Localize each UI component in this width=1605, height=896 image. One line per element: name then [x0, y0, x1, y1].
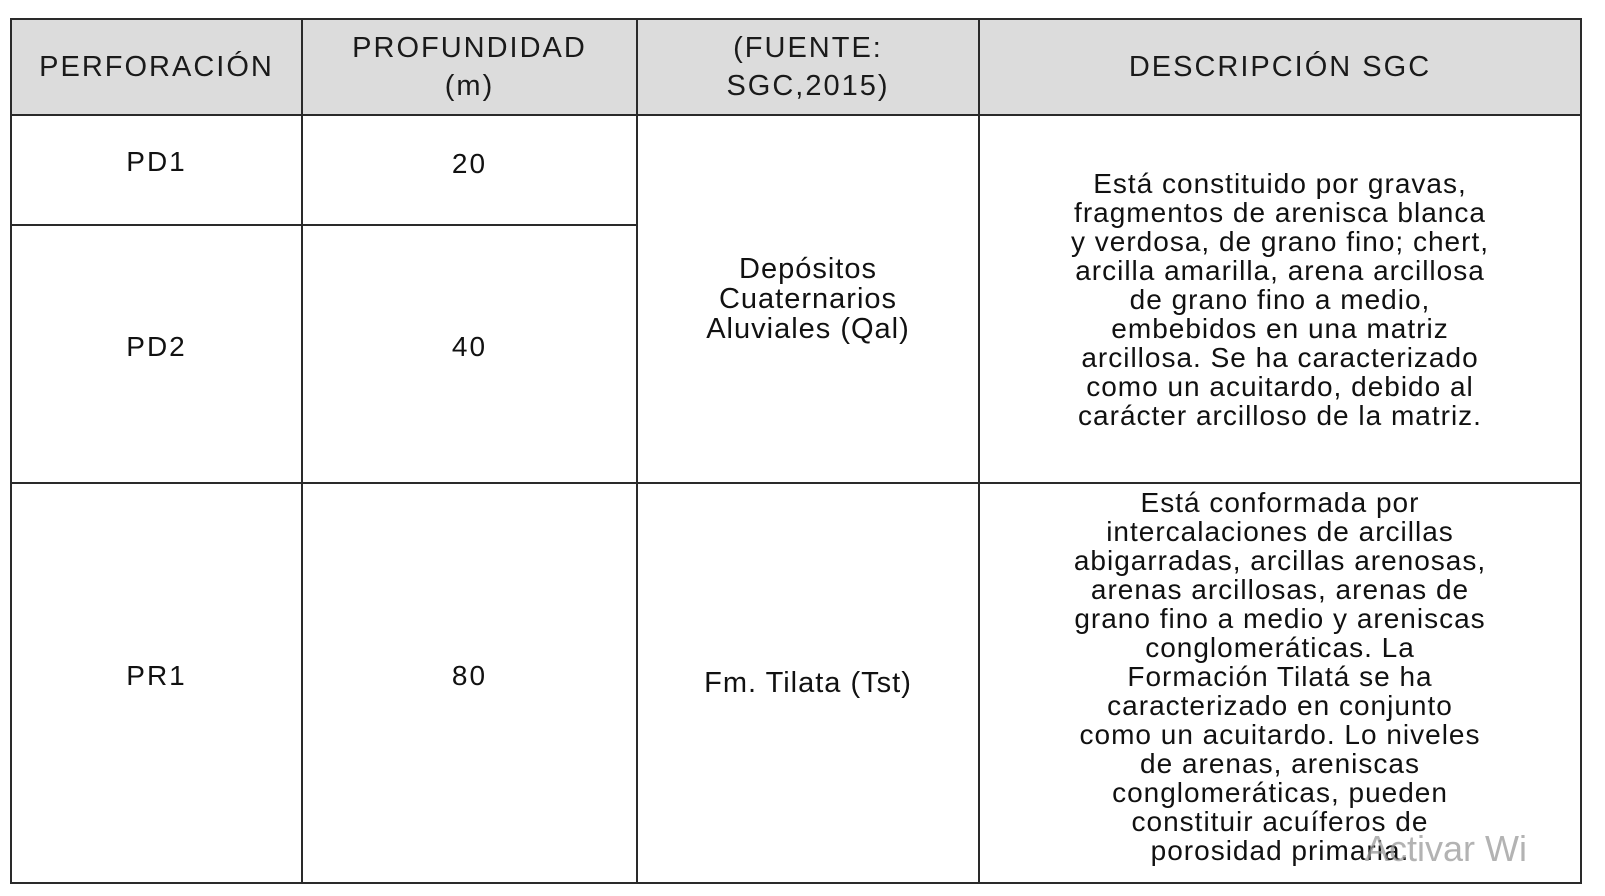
header-profundidad-line-2: (m): [444, 70, 495, 102]
description-tst-line: abigarradas, arcillas arenosas,: [1073, 545, 1487, 576]
description-tst-line: porosidad primaria.: [1150, 835, 1410, 866]
description-tst-line: de arenas, areniscas: [1140, 748, 1420, 779]
header-profundidad-line-1: PROFUNDIDAD: [352, 32, 587, 64]
description-tst-line: Formación Tilatá se ha: [1127, 661, 1433, 692]
description-tst-line: conglomeráticas. La: [1145, 632, 1415, 663]
unit-tst-line: Fm. Tilata (Tst): [704, 667, 912, 699]
description-tst-line: intercalaciones de arcillas: [1106, 516, 1454, 547]
cell-perforacion-pd2: PD2: [11, 225, 302, 483]
cell-unit-tst: [637, 483, 979, 883]
cell-profundidad-pd1: 20: [302, 115, 637, 225]
description-tst-line: como un acuitardo. Lo niveles: [1079, 719, 1481, 750]
activation-watermark: Activar Wi: [1365, 828, 1527, 869]
description-qal-line: embebidos en una matriz: [1111, 312, 1449, 344]
cell-description-tst: [979, 483, 1581, 883]
cell-profundidad-pr1: 80: [302, 483, 637, 883]
description-qal-line: arcillosa. Se ha caracterizado: [1081, 341, 1479, 373]
description-tst-line: arenas arcillosas, arenas de: [1090, 574, 1470, 605]
description-qal-line: arcilla amarilla, arena arcillosa: [1075, 254, 1485, 286]
unit-qal-line: Cuaternarios: [718, 283, 898, 315]
header-fuente: [637, 19, 979, 115]
description-tst-line: conglomeráticas, pueden: [1112, 777, 1448, 808]
table-row-pd1: [11, 115, 1581, 225]
description-tst-line: caracterizado en conjunto: [1107, 690, 1453, 721]
cell-perforacion-pd1: PD1: [11, 115, 302, 225]
description-qal-line: Está constituido por gravas,: [1093, 167, 1467, 199]
lithology-table: [10, 18, 1582, 884]
cell-perforacion-pr1: PR1: [11, 483, 302, 883]
description-qal-line: y verdosa, de grano fino; chert,: [1071, 225, 1489, 257]
description-qal-line: fragmentos de arenisca blanca: [1074, 196, 1486, 228]
description-tst-line: Está conformada por: [1140, 487, 1420, 518]
cell-description-qal: [979, 115, 1581, 483]
header-descripcion: DESCRIPCIÓN SGC: [979, 19, 1581, 115]
header-row: [11, 19, 1581, 115]
header-fuente-line-1: (FUENTE:: [733, 32, 883, 64]
description-qal-line: como un acuitardo, debido al: [1086, 370, 1474, 402]
unit-qal-line: Aluviales (Qal): [706, 313, 910, 345]
description-tst-line: constituir acuíferos de: [1131, 806, 1429, 837]
description-qal-line: de grano fino a medio,: [1129, 283, 1431, 315]
unit-qal-line: Depósitos: [739, 253, 877, 285]
table-row-pr1: [11, 483, 1581, 883]
description-qal-line: carácter arcilloso de la matriz.: [1078, 399, 1482, 431]
cell-profundidad-pd2: 40: [302, 225, 637, 483]
header-fuente-line-2: SGC,2015): [726, 70, 890, 102]
cell-unit-qal: [637, 115, 979, 483]
description-tst-line: grano fino a medio y areniscas: [1074, 603, 1486, 634]
header-profundidad: [302, 19, 637, 115]
header-perforacion: PERFORACIÓN: [11, 19, 302, 115]
